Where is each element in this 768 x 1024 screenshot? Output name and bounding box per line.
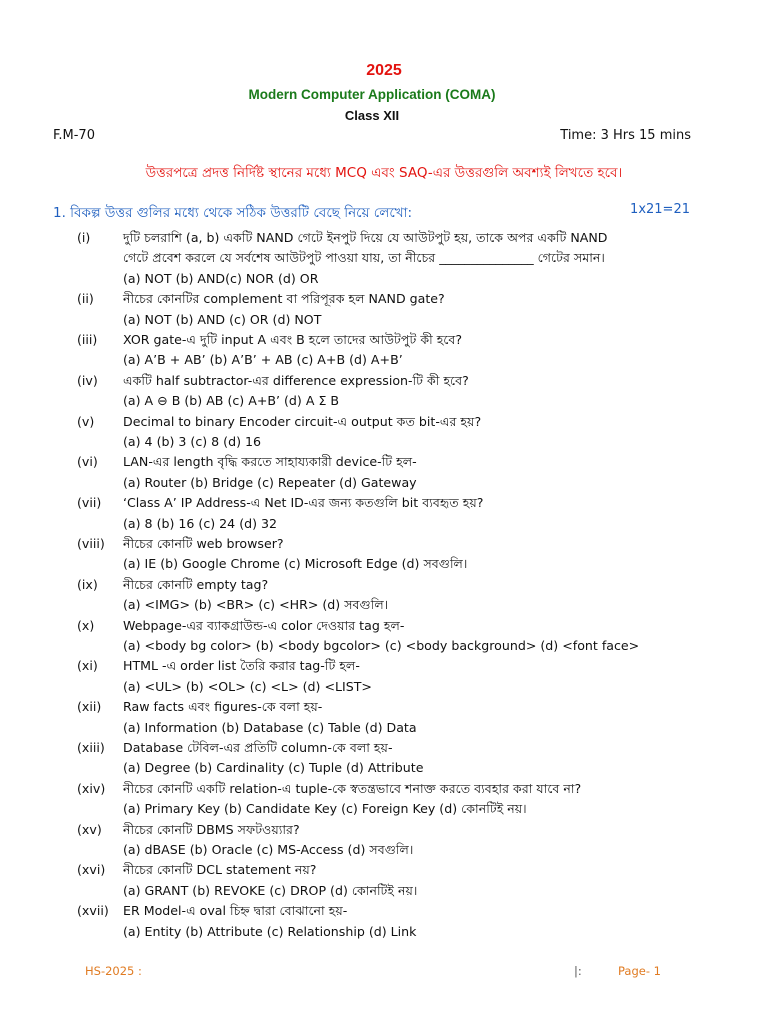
question-text: নীচের কোনটি DBMS সফটওয়্যার? (123, 821, 300, 837)
footer-exam-code: HS-2025 : (85, 964, 142, 978)
section-marks: 1x21=21 (630, 202, 690, 217)
question-text: LAN-এর length বৃদ্ধি করতে সাহায্যকারী device-টি হল- (123, 454, 417, 470)
question-text: গেটে প্রবেশ করলে যে সর্বশেষ আউটপুট পাওয়া যায়, তা নীচের _______________ গেটের সমান। (123, 250, 605, 266)
question-text: (a) GRANT (b) REVOKE (c) DROP (d) কোনটিই নয়। (123, 882, 418, 898)
question-text: (a) <IMG> (b) <BR> (c) <HR> (d) সবগুলি। (123, 597, 389, 613)
question-number: (v) (77, 413, 95, 429)
full-marks: F.M-70 (53, 128, 95, 143)
question-number: (vii) (77, 495, 102, 511)
question-text: Database টেবিল-এর প্রতিটি column-কে বলা হয়- (123, 740, 393, 755)
subject-title: Modern Computer Application (COMA) (248, 87, 496, 102)
question-number: (viii) (77, 536, 105, 551)
question-number: (xii) (77, 699, 102, 715)
time-allowed: Time: 3 Hrs 15 mins (560, 128, 691, 143)
question-text: (a) A ⊖ B (b) AB (c) A+B’ (d) A Σ B (123, 393, 340, 409)
question-text: Decimal to binary Encoder circuit-এ output কত bit-এর হয়? (123, 413, 482, 429)
question-text: নীচের কোনটির complement বা পরিপূরক হল NAND gate? (123, 291, 445, 307)
question-number: (vi) (77, 454, 98, 470)
question-text: (a) Router (b) Bridge (c) Repeater (d) Gateway (123, 474, 417, 490)
question-number: (i) (77, 230, 91, 245)
question-text: নীচের কোনটি একটি relation-এ tuple-কে স্বতন্ত্রভাবে শনাক্ত করতে ব্যবহার করা যাবে না? (123, 780, 582, 796)
question-number: (xiii) (77, 740, 105, 755)
question-number: (xvi) (77, 862, 106, 878)
exam-year: 2025 (366, 62, 402, 79)
question-text: HTML -এ order list তৈরি করার tag-টি হল- (123, 658, 360, 674)
question-number: (iv) (77, 372, 98, 388)
question-number: (ii) (77, 291, 94, 307)
question-text: নীচের কোনটি DCL statement নয়? (123, 862, 317, 878)
question-text: ER Model-এ oval চিহ্ন দ্বারা বোঝানো হয়- (123, 903, 348, 919)
question-text: (a) NOT (b) AND (c) OR (d) NOT (123, 311, 322, 327)
instruction: উত্তরপত্রে প্রদত্ত নির্দিষ্ট স্থানের মধ্যে MCQ এবং SAQ-এর উত্তরগুলি অবশ্যই লিখতে হবে। (145, 165, 623, 181)
question-text: নীচের কোনটি web browser? (123, 536, 284, 551)
question-text: Raw facts এবং figures-কে বলা হয়- (123, 699, 323, 715)
question-text: ‘Class A’ IP Address-এ Net ID-এর জন্য কতগুলি bit ব্যবহৃত হয়? (123, 495, 484, 511)
question-text: নীচের কোনটি empty tag? (123, 576, 269, 592)
question-text: XOR gate-এ দুটি input A এবং B হলে তাদের আউটপুট কী হবে? (123, 332, 463, 347)
question-text: (a) NOT (b) AND(c) NOR (d) OR (123, 270, 319, 286)
question-text: (a) 4 (b) 3 (c) 8 (d) 16 (123, 434, 262, 449)
question-text: একটি half subtractor-এর difference expression-টি কী হবে? (123, 372, 469, 388)
class-label: Class XII (344, 108, 400, 123)
question-text: (a) A’B + AB’ (b) A’B’ + AB (c) A+B (d) A+B’ (123, 352, 403, 368)
question-text: (a) IE (b) Google Chrome (c) Microsoft Edge (d) সবগুলি। (123, 556, 468, 572)
question-number: (xvii) (77, 903, 109, 919)
question-number: (xv) (77, 821, 102, 837)
question-number: (ix) (77, 576, 98, 592)
question-text: (a) Primary Key (b) Candidate Key (c) Foreign Key (d) কোনটিই নয়। (123, 801, 527, 817)
question-text: দুটি চলরাশি (a, b) একটি NAND গেটে ইনপুট দিয়ে যে আউটপুট হয়, তাকে অপর একটি NAND (123, 230, 608, 245)
question-text: (a) <UL> (b) <OL> (c) <L> (d) <LIST> (123, 678, 372, 694)
question-text: (a) dBASE (b) Oracle (c) MS-Access (d) সবগুলি। (123, 842, 414, 857)
question-text: (a) <body bg color> (b) <body bgcolor> (c) <body background> (d) <font face> (123, 638, 640, 653)
question-number: (x) (77, 617, 95, 633)
question-text: (a) Entity (b) Attribute (c) Relationship (d) Link (123, 923, 417, 939)
footer-separator: |: (574, 964, 582, 978)
section-title: 1. বিকল্প উত্তর গুলির মধ্যে থেকে সঠিক উত্তরটি বেছে নিয়ে লেখো: (53, 205, 413, 221)
question-number: (iii) (77, 332, 98, 347)
question-text: Webpage-এর ব্যাকগ্রাউন্ড-এ color দেওয়ার tag হল- (123, 617, 405, 633)
question-text: (a) Information (b) Database (c) Table (d) Data (123, 719, 417, 735)
question-number: (xiv) (77, 780, 106, 796)
question-text: (a) 8 (b) 16 (c) 24 (d) 32 (123, 515, 278, 531)
question-number: (xi) (77, 658, 98, 674)
footer-page-number: Page- 1 (618, 964, 661, 978)
question-text: (a) Degree (b) Cardinality (c) Tuple (d) Attribute (123, 760, 424, 776)
